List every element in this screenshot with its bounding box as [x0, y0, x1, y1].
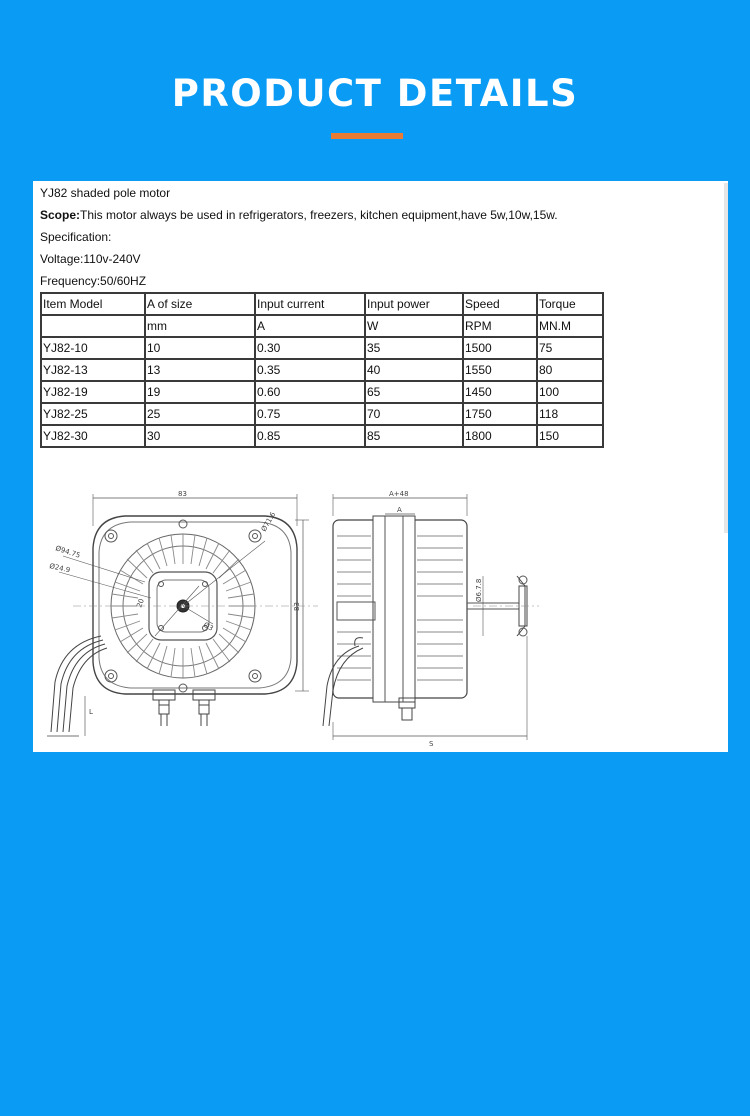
table-cell: 0.35 — [255, 359, 365, 381]
product-name: YJ82 shaded pole motor — [40, 186, 171, 200]
table-cell: YJ82-30 — [41, 425, 145, 447]
diameter-label-71-6: Ø71.6 — [259, 510, 278, 533]
table-header: Speed — [463, 293, 537, 315]
table-unit: W — [365, 315, 463, 337]
shaft-diameter-label: Ø6.7.8 — [475, 578, 483, 602]
side-width-label: A+48 — [389, 490, 409, 498]
table-cell: 75 — [537, 337, 603, 359]
lead-length-label: L — [89, 708, 93, 716]
table-cell: 100 — [537, 381, 603, 403]
scrollbar[interactable] — [724, 183, 728, 533]
scope-label: Scope: — [40, 208, 81, 222]
table-cell: YJ82-13 — [41, 359, 145, 381]
table-row — [41, 403, 603, 425]
scope-line — [40, 208, 558, 222]
table-cell: 0.85 — [255, 425, 365, 447]
table-cell: 70 — [365, 403, 463, 425]
table-row — [41, 359, 603, 381]
table-cell: 150 — [537, 425, 603, 447]
front-view — [47, 490, 318, 736]
motor-technical-drawing — [33, 486, 728, 752]
table-cell: 65 — [365, 381, 463, 403]
table-header: A of size — [145, 293, 255, 315]
table-cell: 25 — [145, 403, 255, 425]
table-cell: 0.75 — [255, 403, 365, 425]
table-cell: 35 — [365, 337, 463, 359]
table-cell: 80 — [537, 359, 603, 381]
table-unit: A — [255, 315, 365, 337]
table-cell: 1450 — [463, 381, 537, 403]
angle-label: 20 — [135, 597, 146, 609]
side-lead-wires — [323, 638, 363, 726]
page-title: PRODUCT DETAILS — [171, 72, 579, 115]
table-cell: 118 — [537, 403, 603, 425]
table-cell: 10 — [145, 337, 255, 359]
table-cell: 85 — [365, 425, 463, 447]
table-cell: 19 — [145, 381, 255, 403]
product-sheet — [33, 181, 728, 752]
table-header: Item Model — [41, 293, 145, 315]
frequency-line: Frequency:50/60HZ — [40, 274, 147, 288]
height-dimension-label: 83 — [293, 602, 301, 611]
table-header-row — [41, 293, 603, 315]
table-cell: 1800 — [463, 425, 537, 447]
title-underline — [331, 133, 403, 139]
table-cell: YJ82-10 — [41, 337, 145, 359]
table-unit — [41, 315, 145, 337]
lead-wires — [47, 636, 107, 736]
table-cell: 30 — [145, 425, 255, 447]
diameter-label-3: Ø3 — [202, 620, 215, 633]
table-row — [41, 381, 603, 403]
table-cell: YJ82-25 — [41, 403, 145, 425]
table-unit: MN.M — [537, 315, 603, 337]
table-unit: mm — [145, 315, 255, 337]
table-units-row — [41, 315, 603, 337]
specification-label: Specification: — [40, 230, 112, 244]
table-header: Torque — [537, 293, 603, 315]
width-dimension-label: 83 — [178, 490, 187, 498]
diameter-label-94-75: Ø94.75 — [54, 544, 82, 560]
table-cell: 0.30 — [255, 337, 365, 359]
table-cell: 40 — [365, 359, 463, 381]
diameter-label-24-9: Ø24.9 — [48, 562, 71, 575]
table-cell: 1750 — [463, 403, 537, 425]
table-row — [41, 337, 603, 359]
table-cell: 13 — [145, 359, 255, 381]
table-row — [41, 425, 603, 447]
table-cell: YJ82-19 — [41, 381, 145, 403]
side-view — [323, 490, 539, 748]
voltage-line: Voltage:110v-240V — [40, 252, 141, 266]
scope-text: This motor always be used in refrigerators, freezers, kitchen equipment,have 5w,10w,15w. — [80, 208, 558, 222]
table-header: Input current — [255, 293, 365, 315]
table-cell: 1500 — [463, 337, 537, 359]
table-cell: 1550 — [463, 359, 537, 381]
overall-length-label: S — [429, 740, 434, 748]
spec-table — [40, 292, 604, 448]
table-unit: RPM — [463, 315, 537, 337]
table-header: Input power — [365, 293, 463, 315]
stack-size-label: A — [397, 506, 402, 514]
table-cell: 0.60 — [255, 381, 365, 403]
terminals — [153, 690, 215, 726]
